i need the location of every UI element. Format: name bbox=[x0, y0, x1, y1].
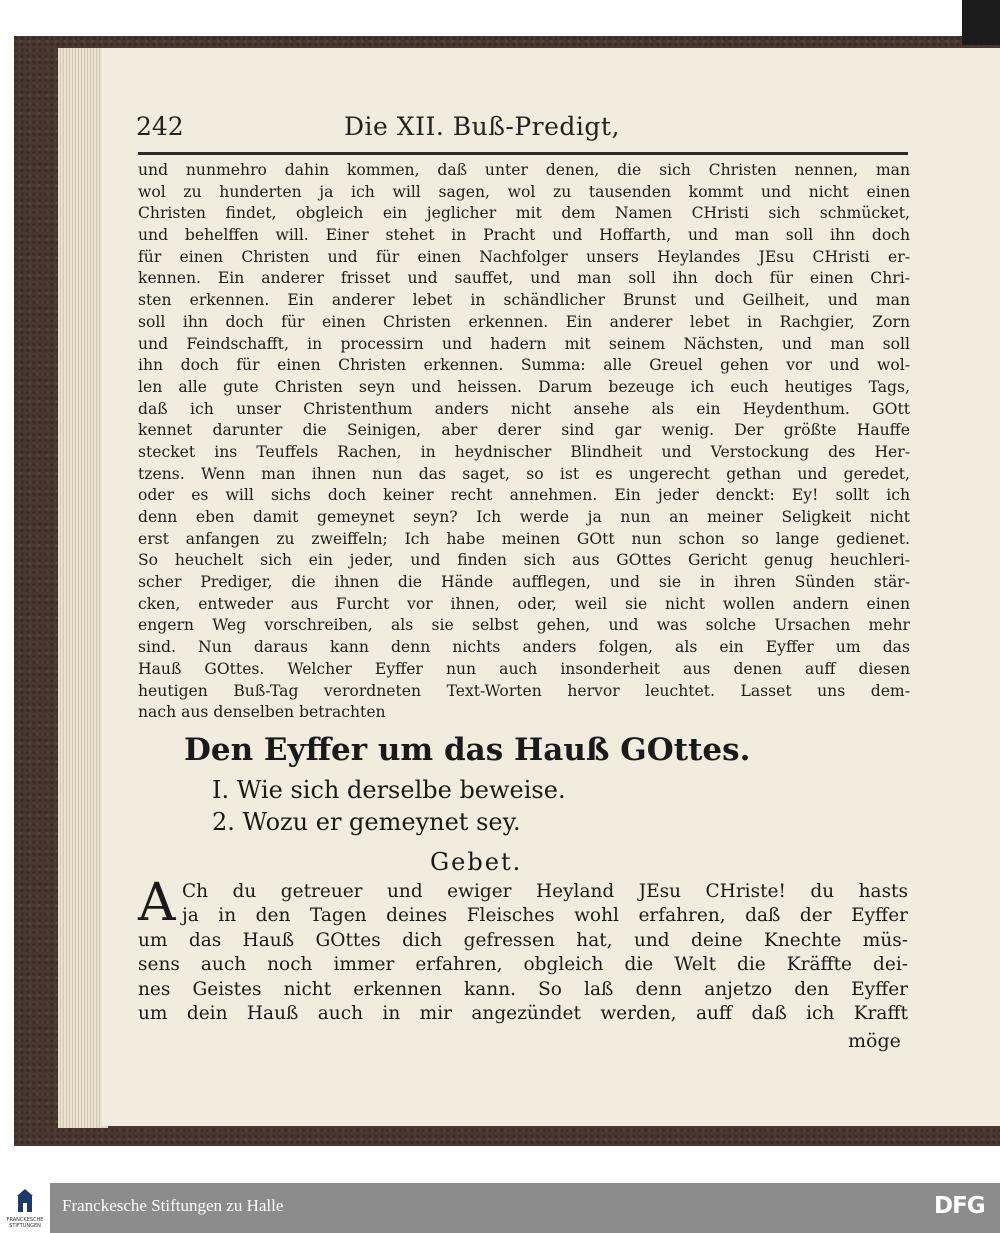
body-line: So heuchelt sich ein jeder, und finden sich aus GOttes Gericht genug heuchleri- bbox=[138, 551, 910, 570]
prayer-line: um dein Hauß auch in mir angezündet werden, auff daß ich Krafft bbox=[138, 1002, 908, 1024]
body-line: nach aus denselben betrachten bbox=[138, 703, 386, 722]
prayer-title: Gebet. bbox=[430, 848, 523, 876]
body-line: Hauß GOttes. Welcher Eyffer nun auch insonderheit aus denen auff diesen bbox=[138, 659, 910, 678]
building-icon bbox=[15, 1188, 35, 1214]
scan-border bbox=[962, 0, 1000, 45]
body-line: und nunmehro dahin kommen, daß unter denen, die sich Christen nennen, man bbox=[138, 161, 910, 179]
logo-caption: FRANCKESCHE STIFTUNGEN bbox=[6, 1217, 44, 1229]
body-line: tzens. Wenn man ihnen nun das saget, so ist es ungerecht gethan und geredet, bbox=[138, 464, 910, 483]
body-line: für einen Christen und für einen Nachfolger unsers Heylandes JEsu CHristi er- bbox=[138, 247, 910, 266]
division-one: I. Wie sich derselbe beweise. bbox=[212, 776, 566, 804]
prayer-line: nes Geistes nicht erkennen kann. So laß denn anjetzo den Eyffer bbox=[138, 978, 908, 1000]
body-line: erst anfangen zu zweiffeln; Ich habe meinen GOtt nun schon so lange gedienet. bbox=[138, 529, 910, 548]
body-line: heutigen Buß-Tag verordneten Text-Worten hervor leuchtet. Lasset uns dem- bbox=[138, 681, 910, 700]
viewer-footer bbox=[0, 1183, 1000, 1233]
body-line: sten erkennen. Ein anderer lebet in schändlicher Brunst und Geilheit, und man bbox=[138, 291, 910, 310]
prayer-line: sens auch noch immer erfahren, obgleich die Welt die Kräffte dei- bbox=[138, 954, 908, 976]
body-line: engern Weg vorschreiben, als sie selbst gehen, und was solche Ursachen mehr bbox=[138, 616, 910, 635]
prayer-line: Ch du getreuer und ewiger Heyland JEsu CHriste! du hasts bbox=[182, 881, 908, 902]
body-line: sind. Nun daraus kann denn nichts anders folgen, als ein Eyffer um das bbox=[138, 638, 910, 657]
body-line: und behelffen will. Einer stehet in Pracht und Hoffarth, und man soll ihn doch bbox=[138, 226, 910, 245]
sermon-theme: Den Eyffer um das Hauß GOttes. bbox=[184, 732, 751, 768]
body-line: stecket ins Teuffels Rachen, in heydnischer Blindheit und Verstockung des Her- bbox=[138, 442, 910, 461]
catchword: möge bbox=[848, 1030, 901, 1052]
header-rule bbox=[138, 152, 908, 155]
prayer-line: ja in den Tagen deines Fleisches wohl erfahren, daß der Eyffer bbox=[182, 905, 908, 927]
page-edges bbox=[58, 48, 108, 1128]
body-line: Christen findet, obgleich ein jeglicher mit dem Namen CHristi sich schmücket, bbox=[138, 204, 910, 223]
body-line: len alle gute Christen seyn und heissen. Darum bezeuge ich euch heutiges Tags, bbox=[138, 377, 910, 396]
drop-initial: A bbox=[138, 873, 176, 933]
body-line: scher Prediger, die ihnen die Hände aufflegen, und sie in ihren Sünden stär- bbox=[138, 573, 910, 592]
body-text bbox=[138, 160, 910, 724]
institution-logo[interactable] bbox=[0, 1183, 50, 1233]
prayer-line: um das Hauß GOttes dich gefressen hat, und deine Knechte müs- bbox=[138, 929, 908, 951]
running-head: Die XII. Buß-Predigt, bbox=[344, 112, 620, 141]
body-line: ihn doch für einen Christen erkennen. Summa: alle Greuel gehen vor und wol- bbox=[138, 356, 910, 375]
body-line: daß ich unser Christenthum anders nicht ansehe als ein Heydenthum. GOtt bbox=[138, 399, 910, 418]
body-line: denn eben damit gemeynet seyn? Ich werde ja nun an meiner Seligkeit nicht bbox=[138, 508, 910, 526]
body-line: und Feindschafft, in processirn und hadern mit seinem Nächsten, und man soll bbox=[138, 334, 910, 353]
body-line: oder es will sichs doch keiner recht annehmen. Ein jeder denckt: Ey! sollt ich bbox=[138, 486, 910, 505]
body-line: wol zu hunderten ja ich will sagen, wol zu tausenden kommt und nicht einen bbox=[138, 182, 910, 201]
body-line: kennen. Ein anderer frisset und sauffet, und man soll ihn doch für einen Chri- bbox=[138, 269, 910, 288]
body-line: kennet darunter die Seinigen, aber derer sind gar wenig. Der größte Hauffe bbox=[138, 421, 910, 440]
body-line: cken, entweder aus Furcht vor ihnen, oder, weil sie nicht wollen andern einen bbox=[138, 594, 910, 613]
dfg-logo[interactable]: DFG bbox=[934, 1193, 985, 1219]
institution-name[interactable]: Franckesche Stiftungen zu Halle bbox=[62, 1196, 284, 1215]
prayer-text bbox=[138, 873, 908, 1026]
body-line: soll ihn doch für einen Christen erkennen. Ein anderer lebet in Rachgier, Zorn bbox=[138, 312, 910, 331]
page-header bbox=[0, 108, 1000, 148]
division-two: 2. Wozu er gemeynet sey. bbox=[212, 808, 521, 836]
page-number: 242 bbox=[136, 112, 184, 141]
